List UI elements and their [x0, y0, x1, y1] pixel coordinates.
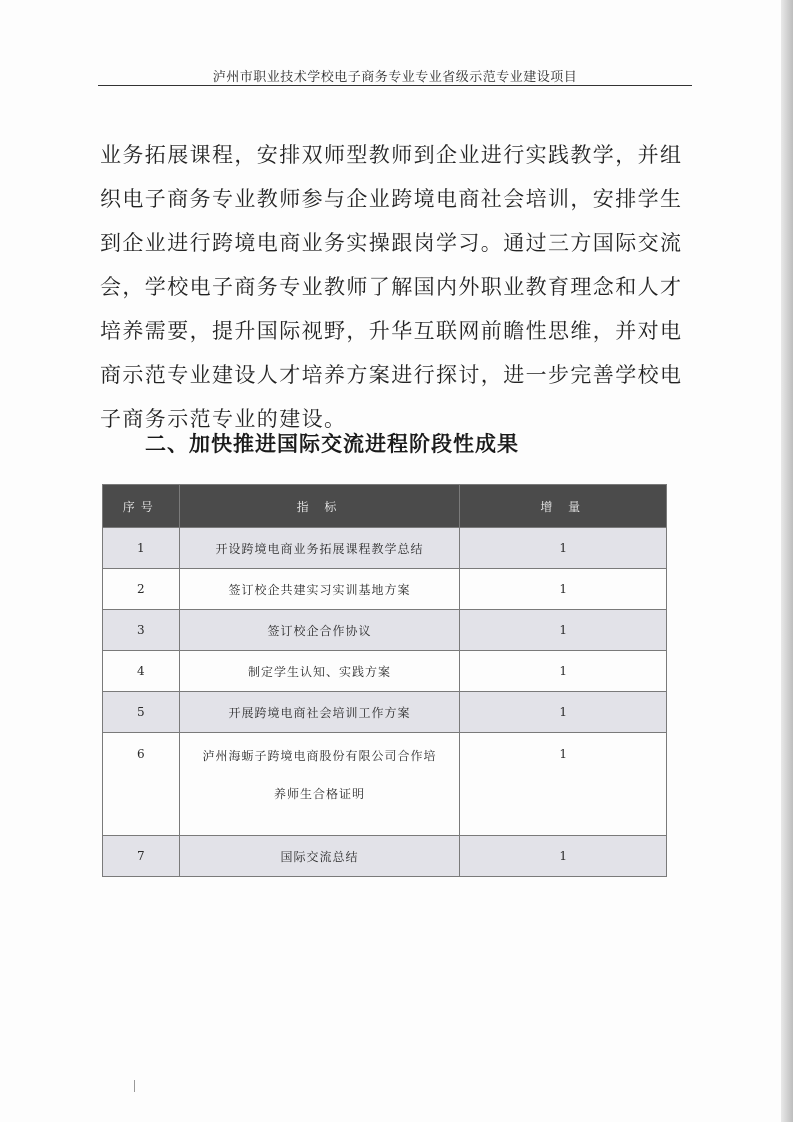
row-increment: 1: [460, 569, 667, 610]
table-row: [103, 733, 667, 836]
row-increment: 1: [460, 610, 667, 651]
body-paragraph: 业务拓展课程，安排双师型教师到企业进行实践教学，并组织电子商务专业教师参与企业跨境电商社会培训，安排学生到企业进行跨境电商业务实操跟岗学习。通过三方国际交流会，学校电子商务专业教师了解国内外职业教育理念和人才培养需要，提升国际视野，升华互联网前瞻性思维，并对电商示范专业建设人才培养方案进行探讨，进一步完善学校电子商务示范专业的建设。: [100, 143, 683, 431]
row-seq: 3: [103, 610, 180, 651]
row-indicator: 开设跨境电商业务拓展课程教学总结: [179, 528, 460, 569]
row-seq: 6: [103, 733, 180, 836]
row-indicator-line: 养师生合格证明: [274, 787, 366, 801]
row-seq: 2: [103, 569, 180, 610]
row-seq: 1: [103, 528, 180, 569]
table-row: [103, 610, 667, 651]
page-header: 泸州市职业技术学校电子商务专业专业省级示范专业建设项目: [212, 70, 578, 85]
results-table: [102, 484, 667, 877]
column-header-increment: 增 量: [460, 485, 667, 528]
row-increment: 1: [460, 692, 667, 733]
row-increment: 1: [460, 528, 667, 569]
row-indicator: 制定学生认知、实践方案: [179, 651, 460, 692]
header-divider: [98, 85, 692, 86]
row-increment: 1: [460, 733, 667, 836]
scan-edge-shadow: [781, 0, 793, 1122]
row-indicator: 签订校企共建实习实训基地方案: [179, 569, 460, 610]
row-increment: 1: [460, 836, 667, 877]
row-indicator: 国际交流总结: [179, 836, 460, 877]
row-seq: 4: [103, 651, 180, 692]
scan-mark: [134, 1080, 135, 1092]
table-header-row: [103, 485, 667, 528]
row-seq: 7: [103, 836, 180, 877]
table-row: [103, 651, 667, 692]
row-indicator-line: 泸州海蛎子跨境电商股份有限公司合作培: [202, 749, 437, 763]
table-row: [103, 569, 667, 610]
row-indicator: [179, 733, 460, 836]
row-indicator: 开展跨境电商社会培训工作方案: [179, 692, 460, 733]
row-increment: 1: [460, 651, 667, 692]
table-row: [103, 836, 667, 877]
table-row: [103, 692, 667, 733]
section-title: 二、加快推进国际交流进程阶段性成果: [145, 432, 519, 456]
row-seq: 5: [103, 692, 180, 733]
column-header-indicator: 指 标: [179, 485, 460, 528]
column-header-seq: 序号: [103, 485, 180, 528]
row-indicator: 签订校企合作协议: [179, 610, 460, 651]
table-row: [103, 528, 667, 569]
